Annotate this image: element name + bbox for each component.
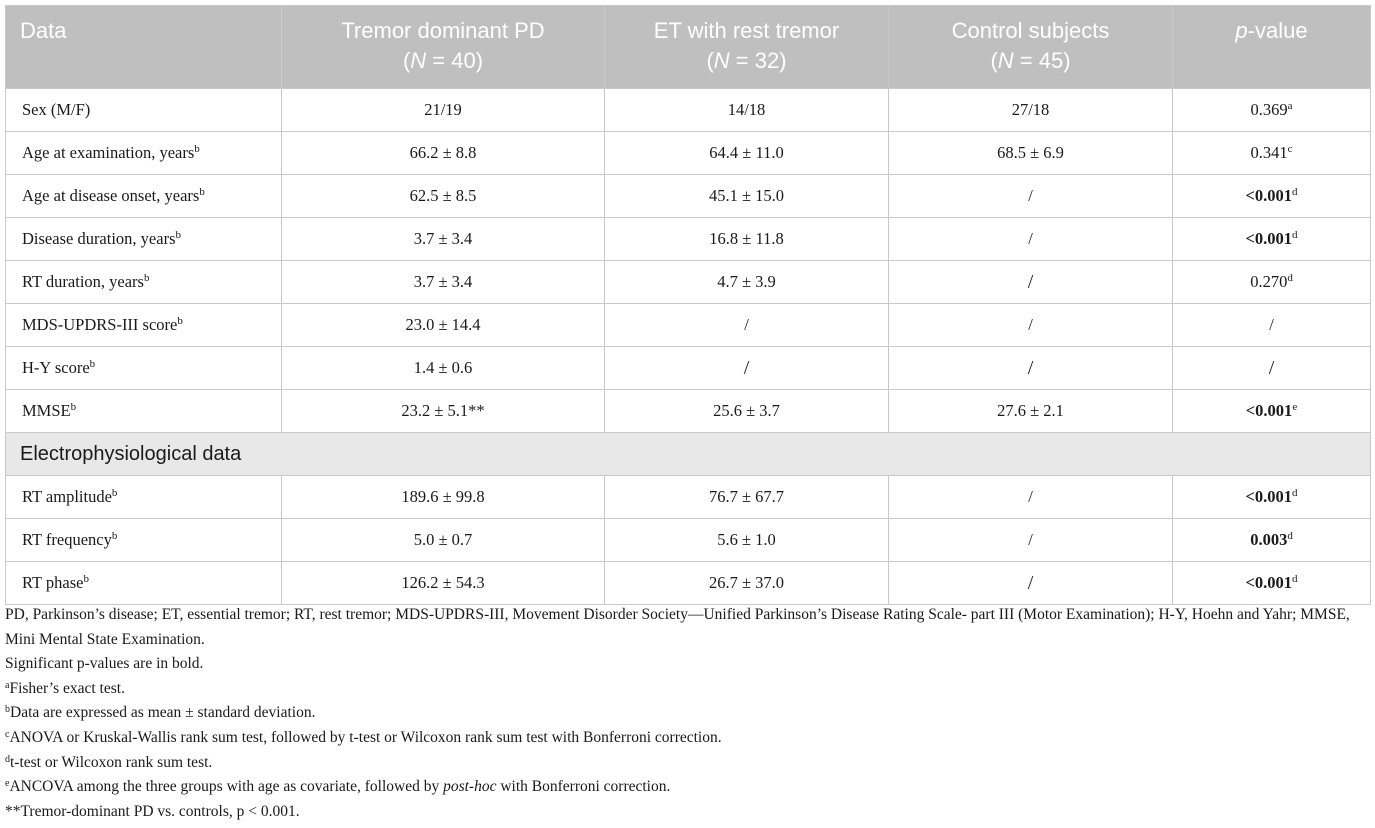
footnote-b: $^b$Data are expressed as mean ± standard deviation. (5, 704, 316, 722)
table-row (6, 218, 1371, 261)
cell-p: 0.270$^d$ (1173, 261, 1371, 304)
cell-p: <0.001$^e$ (1173, 390, 1371, 433)
table-row (6, 562, 1371, 605)
cell-et: 4.7 ± 3.9 (605, 261, 889, 304)
header-et: ET with rest tremor (N = 32) (605, 6, 889, 89)
table-row (6, 304, 1371, 347)
cell-control: / (889, 261, 1173, 304)
cell-control: / (889, 304, 1173, 347)
cell-et: 45.1 ± 15.0 (605, 175, 889, 218)
footnote-bold: Significant p-values are in bold. (5, 655, 204, 673)
section-title: Electrophysiological data (6, 433, 1371, 476)
cell-pd: 66.2 ± 8.8 (282, 132, 605, 175)
cell-et: / (605, 347, 889, 390)
header-data: Data (6, 6, 282, 89)
table-row (6, 175, 1371, 218)
cell-et: 5.6 ± 1.0 (605, 519, 889, 562)
row-label: Sex (M/F) (6, 89, 282, 132)
demographics-table (5, 5, 1371, 605)
footnote-stars: **Tremor-dominant PD vs. controls, p < 0.001. (5, 802, 300, 820)
cell-p: <0.001$^d$ (1173, 562, 1371, 605)
header-pd: Tremor dominant PD (N = 40) (282, 6, 605, 89)
cell-p: / (1173, 304, 1371, 347)
header-control: Control subjects (N = 45) (889, 6, 1173, 89)
section-header-row (6, 433, 1371, 476)
row-label: H-Y score$^b$ (6, 347, 282, 390)
row-label: Age at disease onset, years$^b$ (6, 175, 282, 218)
row-label: RT duration, years$^b$ (6, 261, 282, 304)
cell-control: / (889, 476, 1173, 519)
footnote-c: $^c$ANOVA or Kruskal-Wallis rank sum test, followed by t-test or Wilcoxon rank sum test with Bonferroni correction. (5, 728, 722, 746)
cell-p: <0.001$^d$ (1173, 175, 1371, 218)
table-row (6, 261, 1371, 304)
row-label: RT amplitude$^b$ (6, 476, 282, 519)
cell-control: 27.6 ± 2.1 (889, 390, 1173, 433)
footnote-a: $^a$Fisher’s exact test. (5, 679, 125, 697)
footnote-e: $^e$ANCOVA among the three groups with age as covariate, followed by post-hoc with Bonferroni correction. (5, 778, 671, 796)
cell-control: / (889, 347, 1173, 390)
cell-p: 0.369$^a$ (1173, 89, 1371, 132)
cell-p: <0.001$^d$ (1173, 476, 1371, 519)
table-row (6, 89, 1371, 132)
cell-pd: 23.2 ± 5.1** (282, 390, 605, 433)
cell-pd: 62.5 ± 8.5 (282, 175, 605, 218)
cell-pd: 5.0 ± 0.7 (282, 519, 605, 562)
cell-control: / (889, 562, 1173, 605)
cell-pd: 23.0 ± 14.4 (282, 304, 605, 347)
cell-p: 0.003$^d$ (1173, 519, 1371, 562)
table-row (6, 390, 1371, 433)
footnote-d: $^d$t-test or Wilcoxon rank sum test. (5, 753, 213, 771)
cell-control: / (889, 519, 1173, 562)
cell-pd: 126.2 ± 54.3 (282, 562, 605, 605)
cell-et: 26.7 ± 37.0 (605, 562, 889, 605)
cell-pd: 3.7 ± 3.4 (282, 218, 605, 261)
table-row (6, 519, 1371, 562)
row-label: RT frequency$^b$ (6, 519, 282, 562)
cell-et: 25.6 ± 3.7 (605, 390, 889, 433)
cell-pd: 1.4 ± 0.6 (282, 347, 605, 390)
cell-et: 76.7 ± 67.7 (605, 476, 889, 519)
table-row (6, 132, 1371, 175)
row-label: MDS-UPDRS-III score$^b$ (6, 304, 282, 347)
cell-p: / (1173, 347, 1371, 390)
cell-pd: 3.7 ± 3.4 (282, 261, 605, 304)
table-row (6, 476, 1371, 519)
cell-et: 64.4 ± 11.0 (605, 132, 889, 175)
row-label: Disease duration, years$^b$ (6, 218, 282, 261)
table-row (6, 347, 1371, 390)
cell-p: <0.001$^d$ (1173, 218, 1371, 261)
cell-pd: 21/19 (282, 89, 605, 132)
row-label: RT phase$^b$ (6, 562, 282, 605)
cell-control: / (889, 175, 1173, 218)
cell-pd: 189.6 ± 99.8 (282, 476, 605, 519)
header-p-value: p-value (1173, 6, 1371, 89)
cell-et: 16.8 ± 11.8 (605, 218, 889, 261)
footnote-abbreviations: PD, Parkinson’s disease; ET, essential tremor; RT, rest tremor; MDS-UPDRS-III, Movement Disorder Society—Unified Parkinson’s Disease Rating Scale- part III (Motor Examination); H-Y, Hoehn and Yahr; MMSE, Mini Mental State Examination. (5, 606, 1350, 648)
table-footnotes (5, 603, 1370, 824)
cell-et: / (605, 304, 889, 347)
row-label: Age at examination, years$^b$ (6, 132, 282, 175)
cell-control: 27/18 (889, 89, 1173, 132)
row-label: MMSE$^b$ (6, 390, 282, 433)
cell-control: / (889, 218, 1173, 261)
table-header-row (6, 6, 1371, 89)
cell-p: 0.341$^c$ (1173, 132, 1371, 175)
cell-control: 68.5 ± 6.9 (889, 132, 1173, 175)
cell-et: 14/18 (605, 89, 889, 132)
